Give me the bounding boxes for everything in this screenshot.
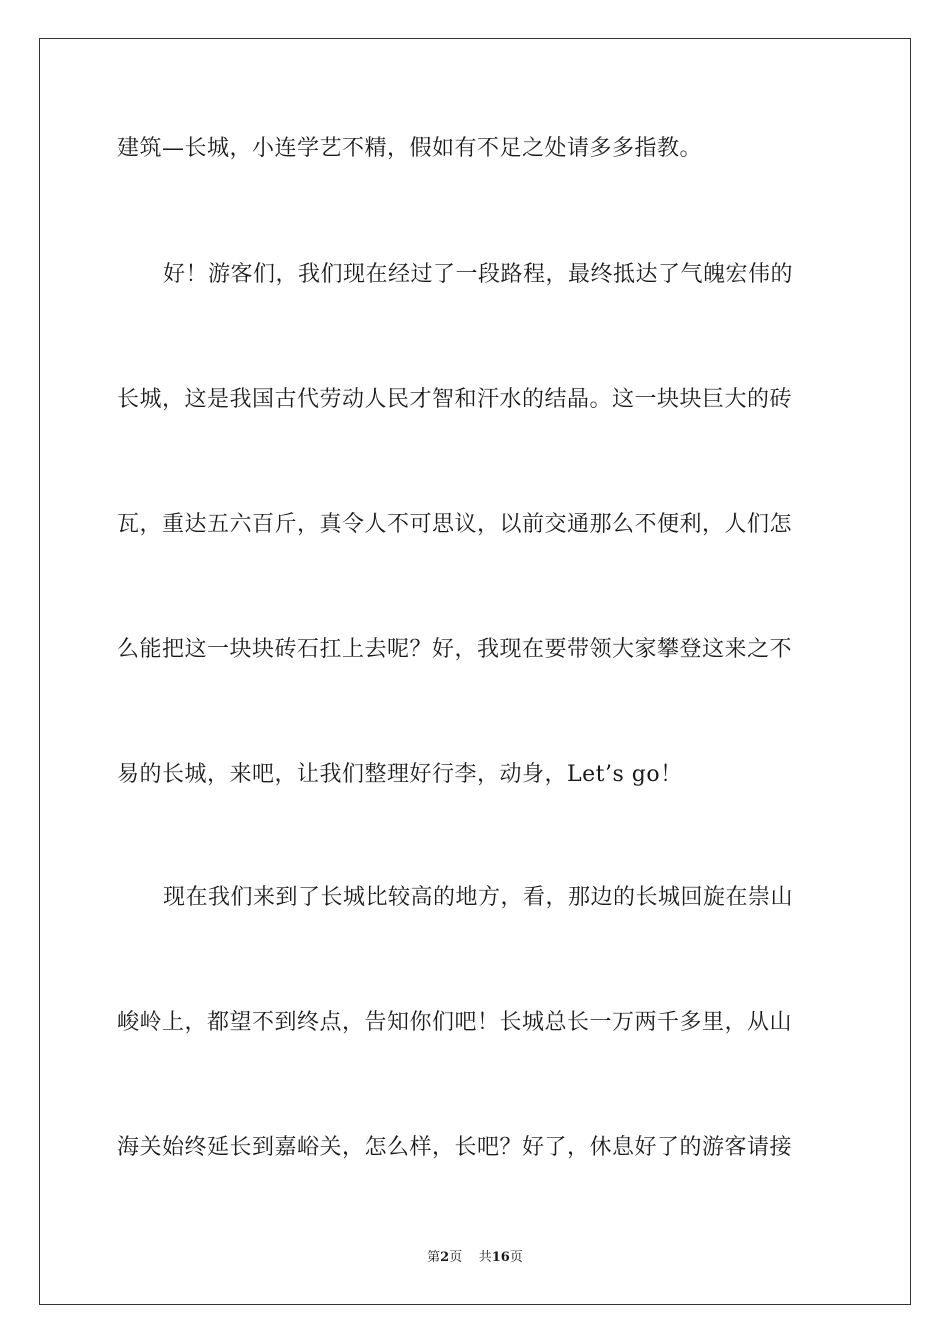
total-prefix: 共	[478, 1250, 492, 1265]
body-line-5: 么能把这一块块砖石扛上去呢？好，我现在要带领大家攀登这来之不	[117, 637, 793, 662]
page-number: 2	[440, 1250, 450, 1265]
page-suffix: 页	[449, 1250, 463, 1265]
body-line-7: 现在我们来到了长城比较高的地方，看，那边的长城回旋在崇山	[163, 885, 794, 910]
total-suffix: 页	[509, 1250, 523, 1265]
body-line-1: 建筑—长城，小连学艺不精，假如有不足之处请多多指教。	[117, 136, 703, 161]
body-line-4: 瓦，重达五六百斤，真令人不可思议，以前交通那么不便利，人们怎	[117, 512, 793, 537]
page-prefix: 第	[427, 1250, 441, 1265]
total-pages: 16	[491, 1250, 510, 1265]
body-line-3: 长城，这是我国古代劳动人民才智和汗水的结晶。这一块块巨大的砖	[117, 387, 793, 412]
body-line-6: 易的长城，来吧，让我们整理好行李，动身，Let’s go！	[117, 762, 683, 787]
body-line-9: 海关始终延长到嘉峪关，怎么样，长吧？好了，休息好了的游客请接	[117, 1135, 793, 1160]
page-footer	[0, 1246, 950, 1265]
body-line-2: 好！游客们，我们现在经过了一段路程，最终抵达了气魄宏伟的	[163, 262, 794, 287]
page-border	[39, 38, 911, 1305]
body-line-8: 峻岭上，都望不到终点，告知你们吧！长城总长一万两千多里，从山	[117, 1010, 793, 1035]
